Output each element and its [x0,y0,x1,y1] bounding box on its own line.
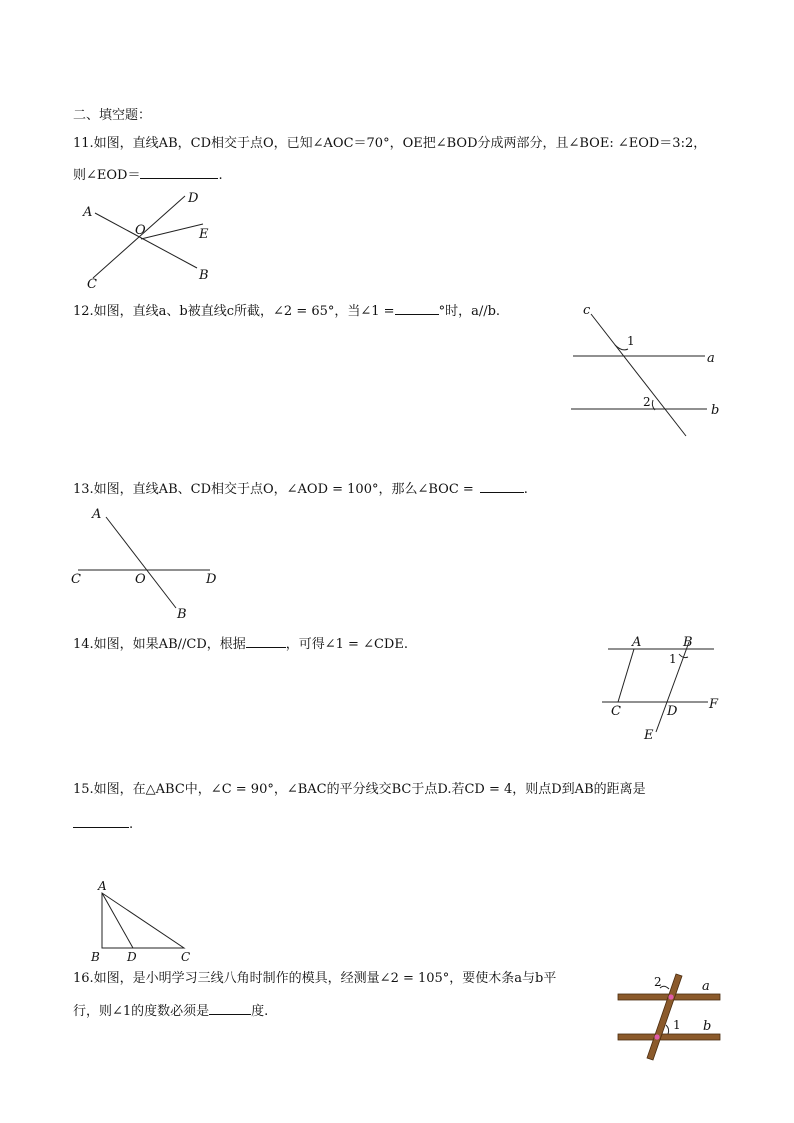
q13-figure [68,505,228,625]
q13-label-A: A [92,507,102,522]
q11-label-B: B [199,268,209,283]
q13-suffix: . [523,482,528,497]
q11-text-line2 [73,165,223,185]
q15-label-D: D [127,950,137,964]
q14-label-A: A [632,635,642,650]
q11-prefix: 则∠EOD＝ [73,168,141,183]
q15-text-line1: 15.如图，在△ABC中，∠C = 90°，∠BAC的平分线交BC于点D.若CD = 4，则点D到AB的距离是 [73,782,646,797]
q16-answer-blank[interactable] [209,1001,251,1015]
q15-suffix: . [129,817,134,832]
q14-label-E: E [644,728,654,743]
q14-suffix: ，可得∠1 = ∠CDE. [285,637,408,652]
q16-suffix: 度. [251,1004,269,1019]
q14-label-C: C [611,704,621,719]
q14-answer-blank[interactable] [246,634,286,648]
q12-label-1: 1 [627,334,635,348]
q14-label-1: 1 [669,652,677,666]
q12-label-2: 2 [643,395,651,409]
q11-label-D: D [188,191,199,206]
q16-label-b: b [703,1019,712,1034]
q11-answer-blank[interactable] [140,165,218,179]
q12-label-a: a [707,351,715,366]
q13-label-C: C [71,572,81,587]
q15-label-C: C [181,950,191,964]
q14-figure [598,630,728,745]
q12-suffix: °时，a//b. [438,304,501,319]
q11-label-A: A [83,205,93,220]
q14-text [73,634,408,654]
q15-figure [88,876,198,966]
q13-label-O: O [135,572,146,587]
q11-suffix: . [218,168,223,183]
q11-label-O: O [135,223,146,238]
q16-label-a: a [702,979,710,994]
q15-answer-blank[interactable] [73,814,129,828]
q16-text-line2 [73,1001,268,1021]
q13-answer-blank[interactable] [480,479,524,493]
q12-label-b: b [711,403,720,418]
q16-text-line1: 16.如图，是小明学习三线八角时制作的模具，经测量∠2 = 105°，要使木条a与b平 [73,971,557,986]
q13-label-D: D [206,572,217,587]
q12-figure [565,300,735,440]
q11-figure [75,188,225,293]
q16-prefix: 行，则∠1的度数必须是 [73,1004,210,1019]
q14-label-B: B [683,635,693,650]
q12-label-c: c [583,303,591,318]
q11-text-line1: 11.如图，直线AB，CD相交于点O，已知∠AOC＝70°，OE把∠BOD分成两部分，且∠BOE: ∠EOD＝3:2， [73,136,707,151]
q13-prefix: 13.如图，直线AB、CD相交于点O，∠AOD = 100°，那么∠BOC = [73,482,474,497]
q14-label-D: D [667,704,678,719]
q13-text [73,479,528,499]
q15-label-A: A [98,879,107,893]
q11-label-E: E [199,227,209,242]
q15-label-B: B [91,950,100,964]
section-title: 二、填空题： [73,108,152,123]
q14-prefix: 14.如图，如果AB//CD，根据 [73,637,246,652]
q15-text-line2 [73,814,133,834]
q14-label-F: F [709,697,719,712]
q12-text [73,301,500,321]
q12-prefix: 12.如图，直线a、b被直线c所截，∠2 = 65°，当∠1 = [73,304,395,319]
q16-label-1: 1 [673,1018,681,1032]
q12-answer-blank[interactable] [395,301,439,315]
q11-label-C: C [87,277,97,292]
q16-figure [612,968,732,1068]
q16-label-2: 2 [654,975,662,989]
q13-label-B: B [177,607,187,622]
